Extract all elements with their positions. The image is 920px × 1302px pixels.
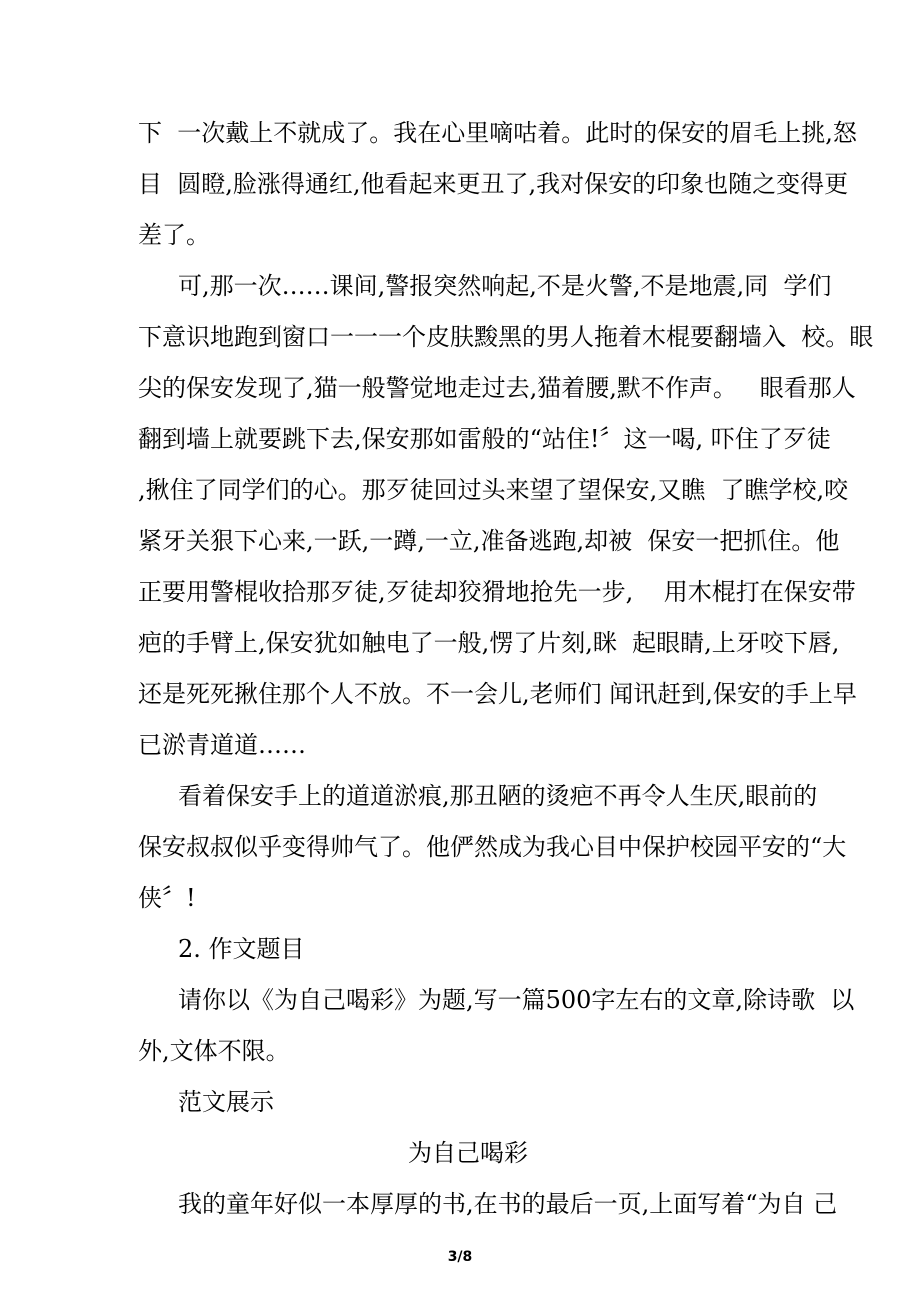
- paragraph-line: 看着保安手上的道道淤痕,那丑陋的烫疤不再令人生厌,眼前的: [178, 782, 818, 810]
- paragraph-line: 疤的手臂上,保安犹如触电了一般,愣了片刻,眯 起眼睛,上牙咬下唇,: [138, 629, 840, 657]
- paragraph-line: 尖的保安发现了,猫一般警觉地走过去,猫着腰,默不作声。 眼看那人: [138, 374, 856, 402]
- essay-title: 为自己喝彩: [408, 1139, 528, 1167]
- paragraph-line: 还是死死揪住那个人不放。不一会儿,老师们 闻讯赶到,保安的手上早: [138, 680, 857, 708]
- paragraph-line: ,揪住了同学们的心。那歹徒回过头来望了望保安,又瞧 了瞧学校,咬: [138, 476, 849, 504]
- paragraph-line: 下 一次戴上不就成了。我在心里嘀咕着。此时的保安的眉毛上挑,怒: [138, 119, 857, 147]
- paragraph-line: 目 圆瞪,脸涨得通红,他看起来更丑了,我对保安的印象也随之变得更: [138, 170, 849, 198]
- paragraph-line: 可,那一次……课间,警报突然响起,不是火警,不是地震,同 学们: [178, 272, 832, 300]
- paragraph-line: 请你以《为自己喝彩》为题,写一篇500字左右的文章,除诗歌 以: [178, 986, 855, 1014]
- paragraph-line: 翻到墙上就要跳下去,保安那如雷般的“站住!〞这一喝, 吓住了歹徒: [138, 425, 831, 453]
- paragraph-line: 下意识地跑到窗口一一一个皮肤黢黑的男人拖着木棍要翻墙入 校。眼: [138, 323, 874, 351]
- paragraph-line: 侠〞!: [138, 884, 196, 912]
- section-heading: 2. 作文题目: [178, 935, 305, 963]
- page-number: 3/8: [447, 1249, 473, 1265]
- paragraph-line: 保安叔叔似乎变得帅气了。他俨然成为我心目中保护校园平安的“大: [138, 833, 847, 861]
- paragraph-line: 差了。: [138, 221, 210, 249]
- subheading: 范文展示: [178, 1088, 274, 1116]
- paragraph-line: 我的童年好似一本厚厚的书,在书的最后一页,上面写着“为自 己: [178, 1190, 838, 1218]
- paragraph-line: 外,文体不限。: [138, 1037, 290, 1065]
- paragraph-line: 紧牙关狠下心来,一跃,一蹲,一立,准备逃跑,却被 保安一把抓住。他: [138, 527, 840, 555]
- paragraph-line: 已淤青道道……: [138, 731, 306, 759]
- paragraph-line: 正要用警棍收拾那歹徒,歹徒却狡猾地抢先一步, 用木棍打在保安带: [138, 578, 856, 606]
